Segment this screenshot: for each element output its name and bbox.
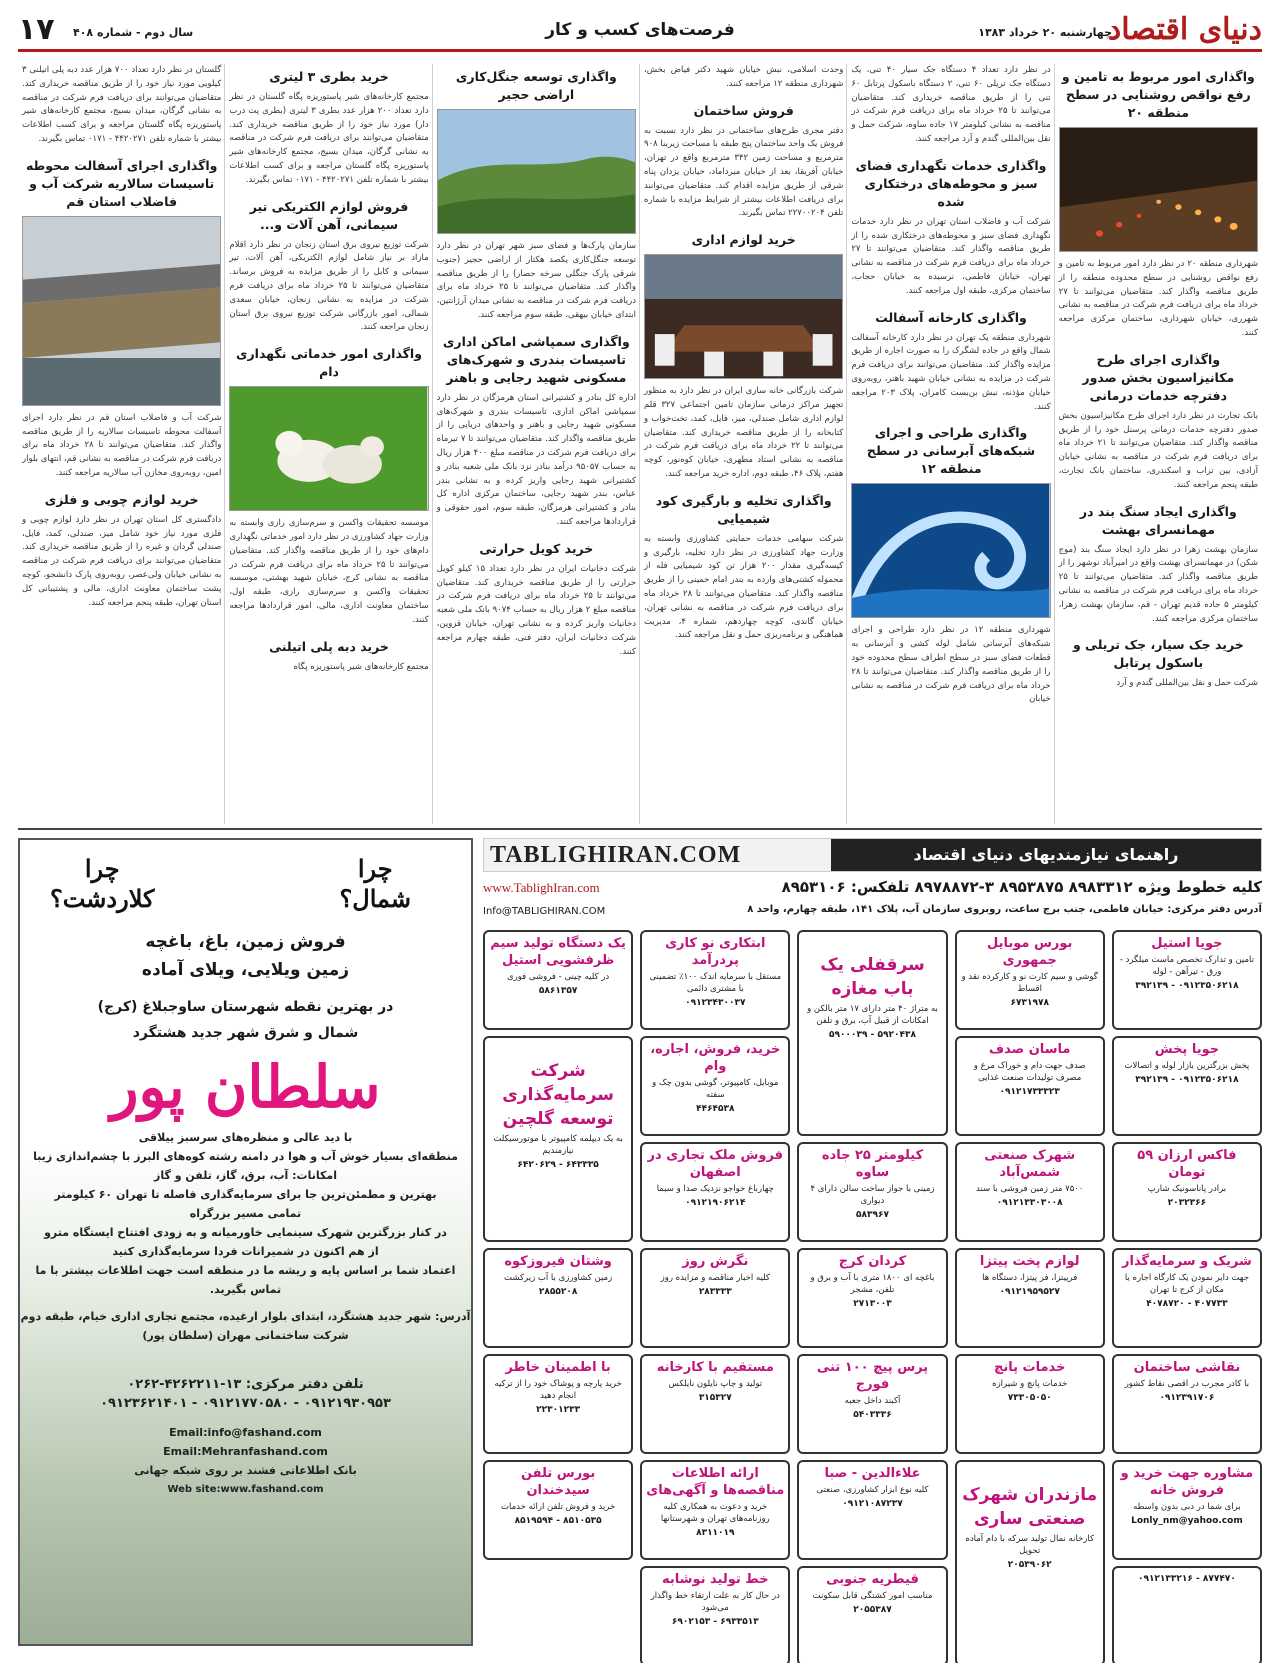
classified-desc: به متراژ ۴۰ متر دارای ۱۷ متر بالکن و امکانات از قبیل آب، برق و تلفن (807, 1004, 938, 1026)
classified-ad (797, 1566, 947, 1663)
classified-title: ابتکاری نو کاری پردرآمد (665, 936, 766, 968)
article-photo (644, 254, 843, 379)
classified-desc: گوشی و سیم کارت نو و کارکرده نقد و اقساط (961, 972, 1098, 994)
classified-title: شریک و سرمایه‌گذار (1122, 1254, 1252, 1269)
classified-title: جویا استیل (1151, 936, 1223, 951)
issue-number: سال دوم - شماره ۴۰۸ (73, 26, 194, 39)
classified-desc: خدمات پانچ و شیرازه (992, 1379, 1068, 1389)
classified-ad (1112, 1036, 1262, 1136)
news-column (18, 64, 225, 824)
classified-phone: ۵۴۰۳۳۳۶ (853, 1410, 892, 1420)
column-rule (1054, 64, 1055, 824)
news-article (644, 102, 843, 222)
section-divider (18, 828, 1262, 830)
classified-ad (955, 1460, 1105, 1663)
classified-desc: پخش بزرگترین بازار لوله و اتصالات (1124, 1061, 1250, 1071)
news-article (851, 424, 1050, 707)
article-photo (22, 216, 221, 406)
classified-title: کردان کرج (838, 1254, 907, 1269)
classified-title: پرس پیچ ۱۰۰ تنی فورج (816, 1360, 929, 1392)
classified-desc: به یک دیپلمه کامپیوتر با موتورسیکلت نیازمندیم (493, 1134, 623, 1156)
article-body: شرکت دخانیات ایران در نظر دارد تعداد ۱۵ کیلو کویل حرارتی را از طریق مناقصه خریداری کند. متقاضیان می‌توانند تا ۲۵ خرداد ماه برای دریافت فرم شرکت در مناقصه مبلغ ۲ هزار ریال به حساب ۹۰۷۴ بانک ملی شعبه دخانیات واریز کرده و به نشانی تهران، خیابان قزوین، شرکت دخانیات ایران، دفتر فنی، طبقه چهارم مراجعه کنند. (436, 563, 636, 657)
classified-title: مازندران شهرک صنعتی ساری (962, 1485, 1098, 1529)
classified-phone: ۸۳۱۱۰۱۹ (696, 1528, 735, 1538)
article-body: شرکت توزیع نیروی برق استان زنجان در نظر دارد اقلام مازاد بر نیاز شامل لوازم الکتریکی، آهن آلات، تیر سیمانی و کابل را از طریق مزایده به فروش برساند. متقاضیان می‌توانند تا ۲۵ خرداد ماه برای دریافت فرم شرکت در مزایده به نشانی زنجان، خیابان سعدی شمالی، امور بازرگانی شرکت توزیع نیروی برق استان زنجان مراجعه کنند. (229, 239, 429, 333)
real-estate-ad (18, 838, 473, 1646)
classified-phone: ۶۷۳۱۹۷۸ (1010, 998, 1049, 1008)
ad-line: با دید عالی و منظره‌های سرسبز ییلاقی (138, 1131, 353, 1144)
news-column (433, 64, 640, 824)
classified-ad (955, 930, 1105, 1030)
classified-title: خط تولید نوشابه (662, 1572, 769, 1587)
classified-phone: ۵۹۰۰۰۳۹ - ۵۹۲۰۴۳۸ (829, 1030, 916, 1040)
classified-title: کیلومتر ۲۵ جاده ساوه (821, 1148, 924, 1180)
article-headline: واگذاری ایجاد سنگ بند در مهمانسرای بهشت (1079, 503, 1237, 537)
classified-phone: ۲۸۵۵۲۰۸ (538, 1287, 578, 1297)
article-headline: واگذاری سمپاشی اماکن اداری تاسیسات بندری و شهرک‌های مسکونی شهید رجایی و باهنر (442, 333, 630, 385)
classified-phone: ۰۹۱۲۱۰۸۷۲۳۷ (842, 1499, 903, 1509)
classified-ad (640, 1566, 790, 1663)
news-article (644, 231, 843, 482)
page-title: فرصت‌های کسب و کار (545, 20, 735, 40)
article-body: شهرداری منطقه ۱۲ در نظر دارد طراحی و اجرای شبکه‌های آبرسانی شامل لوله کشی و آبرسانی به قطعات فضای سبز در سطح اطراف سطح محدوده خود را از طریق مناقصه واگذار کند. متقاضیان می‌توانند تا ۲۸ خرداد ماه برای دریافت فرم شرکت در مناقصه به نشانی خیابان (851, 625, 1051, 705)
classified-desc: آکبند داخل جعبه (844, 1396, 901, 1406)
news-article (644, 492, 843, 643)
classified-ad (640, 1142, 790, 1242)
classified-phone: ۴۴۶۴۵۳۸ (696, 1104, 735, 1114)
news-article (22, 64, 221, 147)
classified-title: شهرک صنعتی شمس‌آباد (984, 1148, 1076, 1180)
classified-phone: ۸۵۱۹۵۹۴ - ۸۵۱۰۵۳۵ (514, 1516, 602, 1526)
page-number: ۱۷ (18, 12, 55, 47)
classified-phone: ۲۷۱۳۰۰۳ (853, 1299, 892, 1309)
classified-desc: تولید و چاپ نایلون نایلکس (668, 1379, 763, 1389)
classified-ad (640, 930, 790, 1030)
classified-ad (1112, 1460, 1262, 1560)
ad-mobiles: ۰۹۱۲۱۹۳۰۹۵۳ - ۰۹۱۲۱۷۷۰۵۸۰ - ۰۹۱۲۳۶۲۱۴۰۱ (100, 1396, 391, 1411)
news-article (229, 198, 428, 336)
classified-title: خدمات پانچ (994, 1360, 1066, 1375)
classified-title: وشتان فیروزکوه (504, 1254, 612, 1269)
article-headline: خرید جک سیار، جک تریلی و باسکول پرتابل (1072, 637, 1244, 671)
classified-phone: Lonly_nm@yahoo.com (1131, 1516, 1243, 1526)
article-headline: فروش ساختمان (693, 102, 794, 118)
ad-website[interactable]: Web site:www.fashand.com (167, 1484, 324, 1495)
classified-title: بورس موبایل جمهوری (986, 936, 1073, 968)
article-headline: خرید دبه پلی اتیلنی (269, 638, 389, 654)
classified-desc: با کادر مجرب در اقصی نقاط کشور (1124, 1379, 1250, 1389)
classified-phone: ۲۰۳۲۳۶۶ (1167, 1198, 1207, 1208)
news-article (437, 540, 636, 660)
news-article (229, 68, 428, 188)
classified-ad (797, 1248, 947, 1348)
classified-ad (640, 1036, 790, 1136)
article-body: دفتر مجری طرح‌های ساختمانی در نظر دارد نسبت به فروش یک واحد ساختمان پنج طبقه با مساحت زیربنا ۹۰۸ مترمربع و مساحت زمین ۳۴۲ مترمربع واقع در تهران، خیابان آفریقا، بعد از خیابان میرداماد، خیابان یزدان پناه شرقی از طریق مزایده اقدام کند. متقاضیان می‌توانند برای دریافت اطلاعات بیشتر از شرایط مزایده با شماره تلفن ۲۲۷۰۰۲۰۴ تماس بگیرند. (644, 125, 844, 219)
article-headline: واگذاری امور مربوط به تامین و رفع نواقص روشنایی در سطح منطقه ۲۰ (1061, 69, 1255, 120)
classified-desc: مستقل با سرمایه اندک ۱۰۰٪ تضمینی با مشتری دائمی (649, 972, 782, 994)
article-headline: واگذاری تخلیه و بارگیری کود شیمیایی (655, 492, 832, 526)
ad-brand: سلطان پور (110, 1053, 381, 1121)
classified-title: بورس تلفن سیدخندان (520, 1466, 596, 1498)
article-body: اداره کل بنادر و کشتیرانی استان هرمزگان در نظر دارد سمپاشی اماکن اداری، تاسیسات بندری و شهرک‌های مسکونی شهید رجایی و باهنر و واحدهای دریایی را از طریق مناقصه واگذار کند. متقاضیان می‌توانند تا ۷ تیرماه برای دریافت فرم شرکت در مناقصه مبلغ ۴۰۰ هزار ریال به حساب ۹۵۰۵۷ درآمد بنادر نزد بانک ملی شعبه بنادر و کشتیرانی شهید رجایی واریز کرده و به نشانی بندر عباس، بندر شهید رجایی، ساختمان مرکزی اداره کل بنادر و کشتیرانی هرمزگان، طبقه سوم، امور حقوقی و قراردادها مراجعه کنند. (436, 392, 637, 527)
classified-ad (955, 1248, 1105, 1348)
classified-title: نقاشی ساختمان (1133, 1360, 1241, 1375)
news-article (22, 157, 221, 481)
classified-desc: مناسب امور کشتگی قابل سکونت (812, 1591, 933, 1601)
article-body: در نظر دارد تعداد ۴ دستگاه جک سیار ۴۰ تنی، یک دستگاه جک تریلی ۶۰ تنی، ۲ دستگاه باسکول پرتابل ۶۰ تنی را از طریق مناقصه خریداری کند. متقاضیان می‌توانند تا ۲۵ خرداد ماه برای دریافت فرم شرکت در مناقصه به نشانی کیلومتر ۱۷ جاده ساوه، شرکت حمل و نقل بین‌المللی گندم و آرد مراجعه کنند. (851, 65, 1051, 144)
classified-phone: ۶۴۲۰۶۲۹ - ۶۴۳۳۳۵ (517, 1160, 599, 1170)
classified-phone: ۷۳۳۰۵۰۵۰ (1007, 1393, 1052, 1403)
classified-phone: ۳۹۲۱۳۹ - ۰۹۱۲۳۵۰۶۲۱۸ (1135, 1075, 1239, 1085)
classified-phone: ۲۰۵۳۹۰۶۲ (1007, 1560, 1052, 1570)
classified-desc: کارخانه نمال تولید سرکه با دام آماده تحویل (965, 1534, 1095, 1556)
directory-email[interactable]: Info@TABLIGHIRAN.COM (483, 906, 606, 917)
classified-phone: ۳۹۲۱۳۹ - ۰۹۱۲۳۵۰۶۲۱۸ (1135, 981, 1239, 991)
classified-title: خرید، فروش، اجاره، وام (650, 1042, 781, 1074)
column-rule (846, 64, 847, 824)
article-photo (437, 109, 636, 234)
classified-phone: ۲۸۳۳۳۳ (698, 1287, 732, 1297)
classified-ad (797, 1142, 947, 1242)
ad-line: از هم اکنون در شمیرانات فردا سرمایه‌گذاری کنید (112, 1245, 379, 1258)
classified-desc: خرید و فروش تلفن ارائه خدمات (501, 1502, 616, 1512)
classified-desc: جهت دایر نمودن یک کارگاه اجاره یا مکان از کرج تا تهران (1124, 1273, 1249, 1295)
article-body: سازمان پارک‌ها و فضای سبز شهر تهران در نظر دارد توسعه جنگل‌کاری یکصد هکتار از اراضی حجیر (جنوب شرقی پارک جنگلی سرخه حصار) را از طریق مناقصه واگذار کند. متقاضیان می‌توانند تا ۲۵ خرداد ماه برای دریافت فرم شرکت در مناقصه به نشانی میدان آرژانتین، ابتدای خیابان بیهقی، طبقه سوم مراجعه کنند. (436, 241, 637, 320)
classified-phone: ۴۰۷۸۷۲۰ - ۴۰۷۷۳۳ (1146, 1299, 1228, 1309)
article-photo (229, 386, 428, 511)
classified-ad (640, 1460, 790, 1560)
classified-desc: برای شما در دبی بدون واسطه (1133, 1502, 1241, 1512)
news-article (851, 157, 1050, 299)
article-headline: خرید بطری ۳ لیتری (269, 69, 389, 84)
classified-ad (483, 930, 633, 1030)
article-body: شرکت سهامی خدمات حمایتی کشاورزی وابسته به وزارت جهاد کشاورزی در نظر دارد تخلیه، بارگیری و کیسه‌گیری مقدار ۲۰۰ هزار تن کود شیمیایی فله از محموله کشتی‌های وارده به بندر امام خمینی را از طریق مناقصه واگذار کند. متقاضیان می‌توانند تا ۲۸ خرداد ماه برای دریافت فرم شرکت در مناقصه به نشانی تهران، خیابان گاندی، کوچه چهاردهم، شماره ۴، مدیریت هماهنگی و برنامه‌ریزی حمل و نقل مراجعه کنند. (644, 533, 844, 641)
ad-company: شرکت ساختمانی مهران (سلطان پور) (142, 1329, 349, 1342)
article-body: شهرداری منطقه یک تهران در نظر دارد کارخانه آسفالت شمال واقع در جاده لشگرک را به صورت اجاره از طریق مزایده واگذار کند. متقاضیان می‌توانند برای دریافت فرم شرکت در مزایده به نشانی خیابان شهید باهنر، روبه‌روی خیابان مؤذنه، نبش بن‌بست کامران، پلاک ۲۰۳ مراجعه کنند. (851, 332, 1051, 412)
classified-desc: زمین کشاورزی با آب زیرکشت (504, 1273, 613, 1283)
ad-body (20, 928, 471, 1499)
news-article (229, 345, 428, 627)
article-headline: واگذاری طراحی و اجرای شبکه‌های آبرسانی در سطح منطقه ۱۲ (866, 425, 1036, 477)
article-body: سازمان بهشت زهرا در نظر دارد ایجاد سنگ بند (موج شکن) در مهمانسرای بهشت واقع در امیرآباد نوشهر را از طریق مناقصه واگذار کند. متقاضیان می‌توانند تا ۲۵ خرداد ماه برای دریافت فرم شرکت در مناقصه به نشانی کیلومتر ۵ جاده قدیم تهران - قم، سازمان بهشت زهرا، ساختمان مرکزی مراجعه کنند. (1058, 544, 1258, 624)
ad-email[interactable]: Email:Mehranfashand.com (163, 1445, 328, 1458)
article-headline: واگذاری اجرای طرح مکانیزاسیون بخش صدور دفترچه خدمات درمانی (1082, 351, 1235, 403)
classified-desc: ۷۵۰۰ متر زمین فروشی با سند (975, 1184, 1084, 1194)
news-article (1059, 636, 1258, 691)
article-headline: خرید لوازم چوبی و فلزی (44, 491, 199, 507)
column-rule (639, 64, 640, 824)
classified-desc: تامین و تدارک تخصص ماست میلگرد - ورق - تیرآهن - لوله (1119, 955, 1254, 977)
classified-ad (955, 1142, 1105, 1242)
article-photo (851, 483, 1050, 618)
news-article (644, 64, 843, 92)
article-body: شرکت حمل و نقل بین‌المللی گندم و آرد (1116, 678, 1258, 689)
news-article (1059, 503, 1258, 627)
ad-line: در کنار بزرگترین شهرک سینمایی خاورمیانه و به زودی افتتاح ایستگاه مترو (44, 1226, 447, 1239)
news-article (1059, 68, 1258, 341)
directory-site[interactable]: TABLIGHIRAN.COM (490, 842, 742, 868)
classified-desc: موبایل، کامپیوتر، گوشی بدون چک و سفته (652, 1078, 779, 1100)
classified-title: شرکت سرمایه‌گذاری توسعه گلچین (502, 1061, 614, 1129)
classified-ad (797, 930, 947, 1136)
classified-desc: زمینی با جواز ساخت سالن دارای ۴ دیواری (810, 1184, 935, 1206)
classified-ad (797, 1460, 947, 1560)
news-column (847, 64, 1054, 824)
article-body: گلستان در نظر دارد تعداد ۷۰۰ هزار عدد دبه پلی اتیلنی ۳ کیلویی مورد نیاز خود را از طریق مناقصه خریداری کند. متقاضیان می‌توانند برای دریافت فرم شرکت در مناقصه به نشانی گرگان، میدان بسیج، مجتمع کارخانه‌های شیر پاستوریزه پگاه گلستان مراجعه و برای کسب اطلاعات بیشتر با شماره تلفن ۴۴۲۰۲۷۱ - ۰۱۷۱ تماس بگیرند. (22, 65, 222, 144)
article-body: شرکت آب و فاضلاب استان قم در نظر دارد اجرای آسفالت محوطه تاسیسات سالاریه را از طریق مناقصه واگذار کند. متقاضیان می‌توانند تا ۲۸ خرداد ماه برای دریافت فرم شرکت در مناقصه به نشانی قم، انتهای بلوار امین، روبه‌روی مخازن آب سالاریه مراجعه کنند. (22, 412, 222, 478)
ad-email[interactable]: Email:info@fashand.com (169, 1426, 322, 1439)
article-body: مجتمع کارخانه‌های شیر پاستوریزه پگاه (293, 661, 429, 672)
news-column (225, 64, 432, 824)
ad-question-kelardasht: چرا کلاردشت؟ (50, 854, 155, 913)
classified-ad (1112, 930, 1262, 1030)
directory-address: آدرس دفتر مرکزی: خیابان فاطمی، جنب برج ساعت، روبروی سازمان آب، پلاک ۱۴۱، طبقه چهارم، واحد ۸ (747, 904, 1262, 915)
classified-ad (955, 1354, 1105, 1454)
ad-line: زمین ویلایی، ویلای آماده (141, 960, 350, 980)
classified-phone: ۲۰۵۵۳۸۷ (853, 1605, 892, 1615)
classified-phone: ۰۹۱۲۱۹۵۹۵۲۷ (999, 1287, 1060, 1297)
article-photo (1059, 127, 1258, 252)
classified-title: با اطمینان خاطر (505, 1360, 611, 1375)
classified-phone: ۰۹۱۲۳۹۱۷۰۶ (1159, 1393, 1215, 1403)
news-article (1059, 351, 1258, 493)
classified-title: سرقفلی یک باب مغازه (820, 955, 925, 999)
classified-title: یک دستگاه تولید سیم ظرفشویی استیل (490, 936, 626, 968)
news-article (229, 638, 428, 675)
directory-web[interactable]: www.TablighIran.com (483, 880, 600, 895)
news-column (1055, 64, 1262, 824)
news-article (851, 64, 1050, 147)
classified-ad (797, 1354, 947, 1454)
classified-desc: باغچه ای ۱۸۰۰ متری با آب و برق و تلفن، مشجر (810, 1273, 935, 1295)
ad-line: شمال و شرق شهر جدید هشتگرد (132, 1025, 359, 1041)
article-body: دادگستری کل استان تهران در نظر دارد لوازم چوبی و فلزی مورد نیاز خود شامل میز، صندلی، کمد، فایل، صندلی گردان و غیره را از طریق مناقصه خریداری کند. متقاضیان می‌توانند برای دریافت فرم شرکت در مناقصه به نشانی خیابان ولی‌عصر، روبه‌روی پارک دانشجو، کوچه پشت ساختمان معاونت اداری، مالی و پشتیبانی کل استان تهران، طبقه پنجم مراجعه کنند. (22, 514, 222, 608)
classified-title: علاءالدین - صبا (824, 1466, 921, 1481)
classified-ad (1112, 1354, 1262, 1454)
classified-phone: ۵۸۳۹۶۷ (856, 1210, 889, 1220)
classified-desc: در حال کار به علت ارتقاء خط واگذار می‌شود (650, 1591, 780, 1613)
classified-desc: فرپیتزا، فر پیتزا، دستگاه ها (982, 1273, 1078, 1283)
classified-phone: ۲۲۳۰۱۲۳۳ (536, 1405, 581, 1415)
classified-ad (1112, 1248, 1262, 1348)
ad-line: امکانات: آب، برق، گاز، تلفن و گاز (154, 1169, 337, 1182)
news-column (640, 64, 847, 824)
issue-date: چهارشنبه ۲۰ خرداد ۱۳۸۳ (978, 26, 1112, 39)
article-headline: واگذاری خدمات نگهداری فضای سبز و محوطه‌های درختکاری شده (855, 157, 1047, 209)
classified-title: قیطریه جنوبی (826, 1572, 919, 1587)
news-article (437, 333, 636, 530)
article-headline: واگذاری اجرای آسفالت محوطه تاسیسات سالاریه شرکت آب و فاضلاب استان قم (25, 157, 218, 209)
classified-grid (483, 930, 1262, 1663)
classified-title: لوازم پخت پیتزا (979, 1254, 1080, 1269)
article-body: وحدت اسلامی، نبش خیابان شهید دکتر فیاض بخش، شهرداری منطقه ۱۲ مراجعه کنند. (644, 65, 844, 89)
article-headline: خرید لوازم اداری (691, 232, 796, 248)
ad-line: اعتماد شما بر اساس پایه و ریشه ما در منطقه است جهت اطلاعات بیشتر با ما تماس بگیرید. (35, 1264, 456, 1296)
classified-desc: خرید و دعوت به همکاری کلیه روزنامه‌های تهران و شهرستانها (660, 1502, 770, 1524)
classified-ad (483, 1460, 633, 1560)
classified-directory (483, 838, 1262, 1646)
ad-phone: تلفن دفتر مرکزی: ۱۳-۴۲۶۲۲۱۱-۰۲۶۲ (127, 1377, 364, 1392)
ad-address: آدرس: شهر جدید هشتگرد، ابتدای بلوار ارغیده، مجتمع تجاری اداری خیام، طبقه دوم (20, 1310, 471, 1323)
classified-title: فروش ملک تجاری در اصفهان (647, 1148, 784, 1180)
article-body: بانک تجارت در نظر دارد اجرای طرح مکانیزاسیون بخش صدور دفترچه خدمات درمانی پرسنل خود را از طریق مناقصه واگذار کند. متقاضیان می‌توانند تا ۲۱ خرداد ماه برای دریافت فرم شرکت در مناقصه به نشانی خیابان آزادی، بین تراب و اسکندری، ساختمان بانک تجارت، طبقه پنجم مراجعه کنند. (1058, 410, 1258, 490)
classified-title: ماسان صدف (989, 1042, 1071, 1057)
article-headline: خرید کویل حرارتی (479, 540, 594, 556)
ad-line: فروش زمین، باغ، باغچه (145, 932, 346, 952)
directory-phones: کلیه خطوط ویژه ۸۹۸۳۳۱۲ ۸۹۵۳۸۷۵ ۳-۸۹۷۸۸۷۲ تلفکس: ۸۹۵۳۱۰۶ (781, 878, 1262, 896)
masthead (18, 10, 1262, 52)
classified-phone: ۵۸۶۱۳۵۷ (538, 986, 578, 996)
classified-desc: کلیه اخبار مناقصه و مزایده روز (660, 1273, 770, 1283)
news-article (22, 491, 221, 611)
news-article (851, 309, 1050, 415)
classified-ad (483, 1354, 633, 1454)
classified-desc: برادر پاناسونیک شارپ (1147, 1184, 1227, 1194)
classified-ad (483, 1248, 633, 1348)
classified-ad (1112, 1566, 1262, 1663)
classified-title: ارائه اطلاعات مناقصه‌ها و آگهی‌های (646, 1466, 785, 1498)
classified-phone: ۶۹۰۲۱۵۳ - ۶۹۳۳۵۱۳ (671, 1617, 759, 1627)
classified-desc: خرید پارچه و پوشاک خود را از ترکیه انجام دهید (494, 1379, 622, 1401)
classified-ad (483, 1036, 633, 1242)
classified-phone: ۰۹۱۲۳۴۳۰۰۳۷ (685, 998, 746, 1008)
classified-phone: ۰۹۱۲۱۳۳۲۱۶ - ۸۷۷۴۷۰ (1137, 1574, 1236, 1584)
classified-title: مشاوره جهت خرید و فروش خانه (1120, 1466, 1254, 1498)
ad-question-north: چرا شمال؟ (339, 854, 411, 913)
directory-title: راهنمای نیازمندیهای دنیای اقتصاد (831, 839, 1261, 871)
classified-title: نگرش روز (682, 1254, 749, 1269)
article-headline: فروش لوازم الکتریکی تیر سیمانی، آهن آلات و... (249, 198, 409, 232)
ad-line: تمامی مسیر بزرگراه (189, 1207, 302, 1220)
ad-line: منطقه‌ای بسیار خوش آب و هوا در دامنه رشته کوه‌های البرز با چشم‌اندازی زیبا (33, 1150, 458, 1163)
article-body: موسسه تحقیقات واکسن و سرم‌سازی رازی وابسته به وزارت جهاد کشاورزی در نظر دارد امور خدماتی نگهداری دام‌های خود را از طریق مناقصه واگذار کند. متقاضیان می‌توانند تا ۲۵ خرداد ماه برای دریافت فرم شرکت در مناقصه به نشانی کرج، خیابان شهید بهشتی، موسسه تحقیقات واکسن و سرم‌سازی رازی، طبقه اول، ساختمان معاونت اداری، مالی، امور قراردادها مراجعه کنند. (229, 518, 429, 625)
article-body: شهرداری منطقه ۲۰ در نظر دارد امور مربوط به تامین و رفع نواقص روشنایی در سطح محدوده منطقه را از طریق مناقصه واگذار کند. متقاضیان می‌توانند تا ۲۷ خرداد ماه برای دریافت فرم شرکت در مناقصه به نشانی شهرری، خیابان شهرداری، ساختمان مرکزی مراجعه کنند. (1058, 259, 1258, 338)
classified-title: مستقیم با کارخانه (656, 1360, 774, 1375)
article-headline: واگذاری توسعه جنگل‌کاری اراضی حجیر (455, 69, 617, 102)
classified-desc: صدف جهت دام و خوراک مرغ و مصرف تولیدات صنعت غذایی (973, 1061, 1086, 1083)
newspaper-logo: دنیای اقتصاد (1107, 12, 1262, 47)
ad-line: در بهترین نقطه شهرستان ساوجبلاغ (کرج) (97, 999, 394, 1015)
article-body: شرکت بازرگانی خانه سازی ایران در نظر دارد به منظور تجهیز مراکز درمانی سازمان تامین اجتماعی ۳۲۷ قلم لوازم اداری شامل صندلی، میز، فایل، کمد، تخت‌خواب و کتابخانه را از طریق مناقصه خریداری کند. متقاضیان می‌توانند تا ۲۲ خرداد ماه برای دریافت فرم شرکت در مناقصه به نشانی استاد مطهری، خیابان کوه‌نور، کوچه هفتم، پلاک ۴۶، طبقه دوم، اداره خرید مراجعه کنند. (644, 386, 844, 479)
article-body: مجتمع کارخانه‌های شیر پاستوریزه پگاه گلستان در نظر دارد تعداد ۲۰۰ هزار عدد بطری ۳ لیتری (بطری پت درب دار) مورد نیاز خود را از طریق مناقصه خریداری کند. متقاضیان می‌توانند برای دریافت فرم شرکت در مناقصه به نشانی گرگان، میدان بسیج، مجتمع کارخانه‌های شیر پاستوریزه پگاه گلستان مراجعه و برای کسب اطلاعات بیشتر با شماره تلفن ۴۴۲۰۲۷۱ - ۰۱۷۱ تماس بگیرند. (229, 92, 429, 185)
classified-title: جویا پخش (1154, 1042, 1220, 1057)
article-headline: واگذاری امور خدماتی نگهداری دام (236, 346, 422, 380)
news-columns (18, 64, 1262, 824)
column-rule (224, 64, 225, 824)
classified-phone: ۰۹۱۲۱۹۰۶۲۱۴ (685, 1198, 746, 1208)
news-article (437, 68, 636, 323)
article-headline: واگذاری کارخانه آسفالت (875, 309, 1027, 325)
classified-ad (955, 1036, 1105, 1136)
classified-desc: کلیه نوع ابزار کشاورزی، صنعتی (816, 1485, 929, 1495)
classified-ad (640, 1354, 790, 1454)
classified-ad (640, 1248, 790, 1348)
classified-title: فاکس ارزان ۵۹ تومان (1137, 1148, 1237, 1180)
classified-desc: در کلیه چینی - فروشی فوری (507, 972, 610, 982)
ad-line: بانک اطلاعاتی فشند بر روی شبکه جهانی (134, 1464, 357, 1477)
classified-ad (1112, 1142, 1262, 1242)
article-body: شرکت آب و فاضلاب استان تهران در نظر دارد خدمات نگهداری فضای سبز و محوطه‌های درختکاری شده را از طریق مناقصه واگذار کند. متقاضیان می‌توانند تا ۲۷ خرداد ماه برای دریافت فرم شرکت در مناقصه به نشانی تهران، خیابان فاطمی، نرسیده به خیابان حجاب، ساختمان مرکزی، طبقه اول مراجعه کنند. (851, 216, 1051, 296)
directory-header (483, 838, 1262, 872)
ad-line: بهترین و مطمئن‌ترین جا برای سرمایه‌گذاری فاصله تا تهران ۶۰ کیلومتر (54, 1188, 437, 1201)
classified-phone: ۳۱۵۳۲۷ (698, 1393, 732, 1403)
classified-phone: ۰۹۱۲۱۳۳۰۳۰۰۸ (996, 1198, 1063, 1208)
classified-desc: چهارباغ خواجو نزدیک صدا و سیما (656, 1184, 774, 1194)
column-rule (432, 64, 433, 824)
classified-phone: ۰۹۱۲۱۷۳۳۳۲۳ (999, 1087, 1060, 1097)
